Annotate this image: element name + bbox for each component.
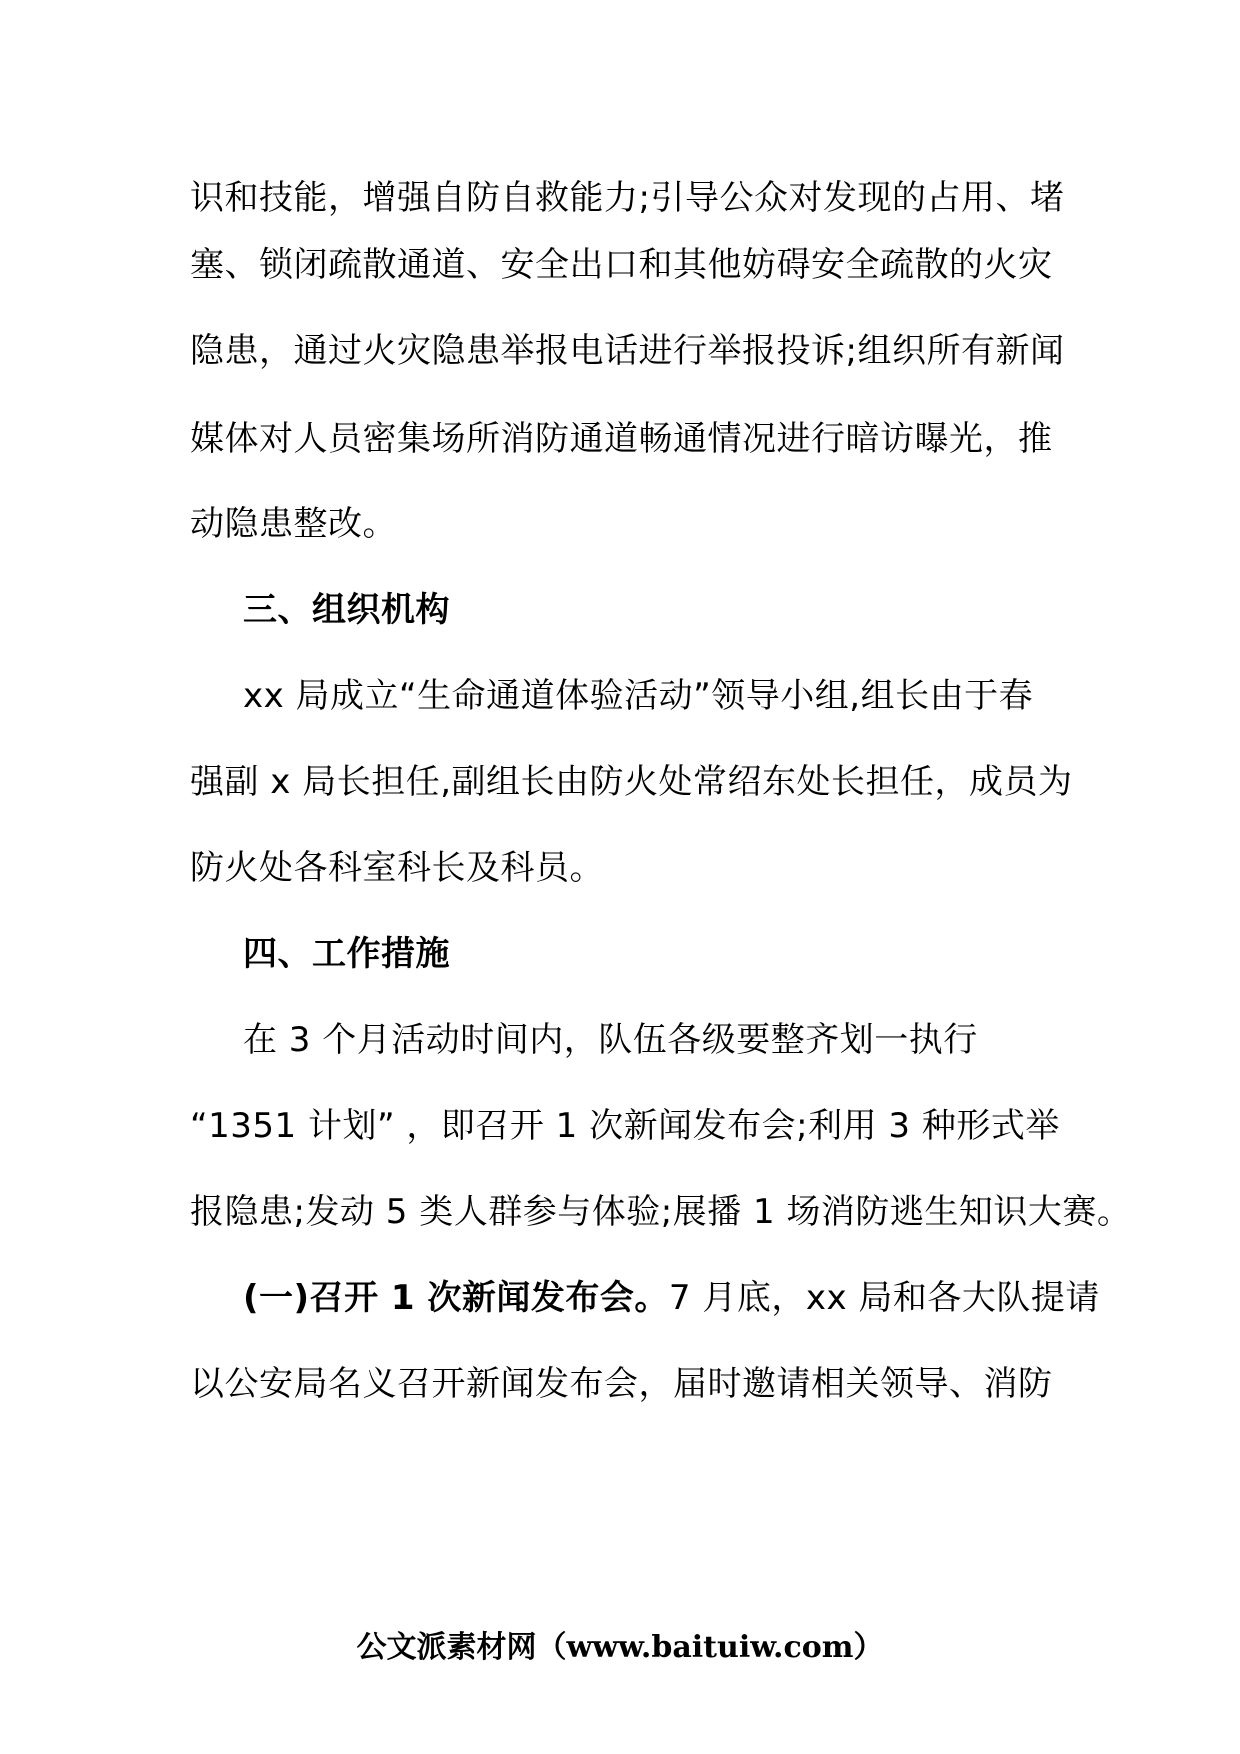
paragraph-line: 防火处各科室科长及科员。 (190, 848, 604, 888)
paragraph-line (243, 1278, 1100, 1318)
paragraph-text: 7 月底，xx 局和各大队提请 (668, 1278, 1100, 1318)
paragraph-line: 动隐患整改。 (190, 504, 397, 544)
paragraph-line: 报隐患;发动 5 类人群参与体验;展播 1 场消防逃生知识大赛。 (190, 1192, 1132, 1232)
paragraph-line: 识和技能，增强自防自救能力;引导公众对发现的占用、堵 (190, 178, 1065, 218)
paragraph-line: xx 局成立“生命通道体验活动”领导小组,组长由于春 (243, 676, 1034, 716)
section-heading-measures: 四、工作措施 (243, 934, 450, 974)
footer-watermark: 公文派素材网（www.baituiw.com） (356, 1630, 884, 1665)
paragraph-line: 隐患，通过火灾隐患举报电话进行举报投诉;组织所有新闻 (190, 331, 1065, 371)
section-heading-organization: 三、组织机构 (243, 590, 450, 630)
paragraph-line: “1351 计划” ，即召开 1 次新闻发布会;利用 3 种形式举 (190, 1106, 1060, 1146)
subsection-heading-press-conference: (一)召开 1 次新闻发布会。 (243, 1278, 669, 1318)
paragraph-line: 塞、锁闭疏散通道、安全出口和其他妨碍安全疏散的火灾 (190, 245, 1053, 285)
paragraph-line: 媒体对人员密集场所消防通道畅通情况进行暗访曝光，推 (190, 419, 1053, 459)
paragraph-line: 在 3 个月活动时间内，队伍各级要整齐划一执行 (243, 1020, 978, 1060)
paragraph-line: 强副 x 局长担任,副组长由防火处常绍东处长担任，成员为 (190, 762, 1073, 802)
paragraph-line: 以公安局名义召开新闻发布会，届时邀请相关领导、消防 (190, 1364, 1053, 1404)
